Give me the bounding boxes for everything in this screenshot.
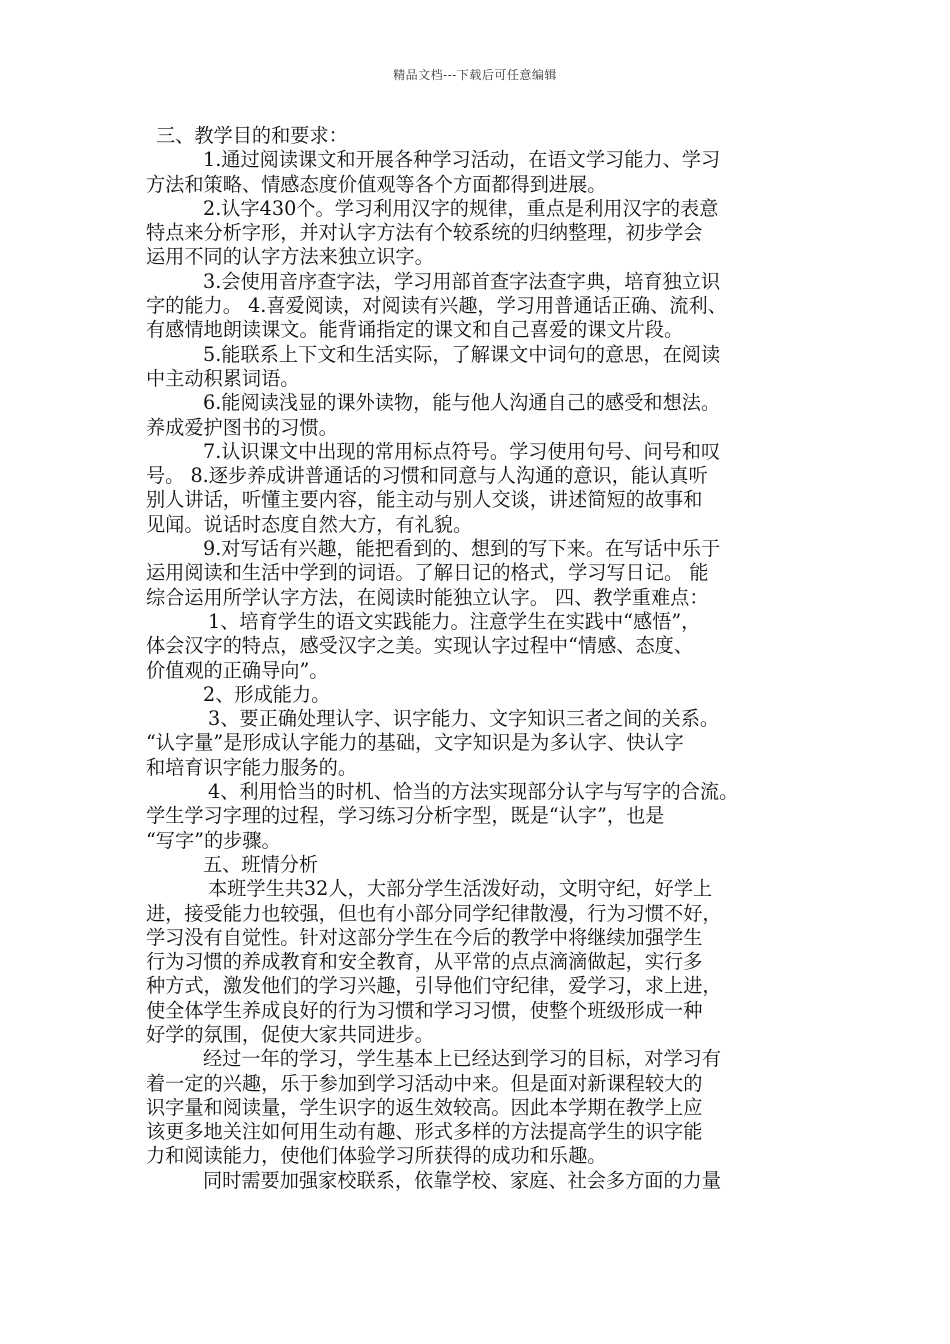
text-line: 三、教学目的和要求： bbox=[156, 124, 348, 147]
text-line: 好学的氛围，促使大家共同进步。 bbox=[146, 1022, 434, 1046]
text-line: 五、班情分析 bbox=[203, 852, 319, 876]
text-line: 9.对写话有兴趣，能把看到的、想到的写下来。在写话中乐于 bbox=[203, 537, 721, 561]
text-line: 特点来分析字形，并对认字方法有个较系统的归纳整理，初步学会 bbox=[146, 221, 703, 245]
text-line: 同时需要加强家校联系，依靠学校、家庭、社会多方面的力量 bbox=[203, 1168, 722, 1192]
text-line: 4、利用恰当的时机、恰当的方法实现部分认字与写字的合流。 bbox=[208, 780, 739, 804]
text-line: 和培育识字能力服务的。 bbox=[146, 755, 358, 779]
text-line: 别人讲话，听懂主要内容，能主动与别人交谈，讲述简短的故事和 bbox=[146, 488, 703, 512]
text-line: 号。 8.逐步养成讲普通话的习惯和同意与人沟通的意识，能认真听 bbox=[146, 464, 708, 488]
text-line: 养成爱护图书的习惯。 bbox=[146, 415, 338, 439]
text-line: 字的能力。 4.喜爱阅读，对阅读有兴趣，学习用普通话正确、流利、 bbox=[146, 294, 727, 318]
text-line: 运用阅读和生活中学到的词语。了解日记的格式，学习写日记。 能 bbox=[146, 561, 709, 585]
text-line: 7.认识课文中出现的常用标点符号。学习使用句号、问号和叹 bbox=[203, 439, 721, 463]
text-line: 5.能联系上下文和生活实际，了解课文中词句的意思，在阅读 bbox=[203, 342, 721, 366]
text-line: 识字量和阅读量，学生识字的返生效较高。因此本学期在教学上应 bbox=[146, 1095, 703, 1119]
text-line: 见闻。说话时态度自然大方，有礼貌。 bbox=[146, 512, 473, 536]
text-line: 力和阅读能力，使他们体验学习所获得的成功和乐趣。 bbox=[146, 1144, 607, 1168]
document-body bbox=[146, 124, 811, 1193]
text-line: 进，接受能力也较强，但也有小部分同学纪律散漫，行为习惯不好， bbox=[146, 901, 722, 925]
text-line: 经过一年的学习，学生基本上已经达到学习的目标，对学习有 bbox=[203, 1047, 722, 1071]
text-line: 3、要正确处理认字、识字能力、文字知识三者之间的关系。 bbox=[208, 707, 720, 731]
text-line: 种方式，激发他们的学习兴趣，引导他们守纪律，爱学习，求上进， bbox=[146, 974, 722, 998]
text-line: 体会汉字的特点，感受汉字之美。实现认字过程中“情感、态度、 bbox=[146, 634, 694, 658]
text-line: 该更多地关注如何用生动有趣、形式多样的方法提高学生的识字能 bbox=[146, 1120, 703, 1144]
text-line: 使全体学生养成良好的行为习惯和学习习惯，使整个班级形成一种 bbox=[146, 998, 703, 1022]
text-line: 有感情地朗读课文。能背诵指定的课文和自己喜爱的课文片段。 bbox=[146, 318, 684, 342]
text-line: 1、培育学生的语文实践能力。注意学生在实践中“感悟”， bbox=[208, 609, 701, 633]
text-line: 运用不同的认字方法来独立识字。 bbox=[146, 245, 434, 269]
text-line: 1.通过阅读课文和开展各种学习活动，在语文学习能力、学习 bbox=[203, 148, 721, 172]
text-line: 2.认字430个。学习利用汉字的规律，重点是利用汉字的表意 bbox=[203, 196, 719, 220]
text-line: 综合运用所学认字方法，在阅读时能独立认字。 四、教学重难点： bbox=[146, 585, 709, 609]
text-line: 学生学习字理的过程，学习练习分析字型，既是“认字”，也是 bbox=[146, 804, 665, 828]
text-line: 价值观的正确导向”。 bbox=[146, 658, 329, 682]
text-line: 6.能阅读浅显的课外读物，能与他人沟通自己的感受和想法。 bbox=[203, 391, 721, 415]
text-line: 着一定的兴趣，乐于参加到学习活动中来。但是面对新课程较大的 bbox=[146, 1071, 703, 1095]
text-line: 学习没有自觉性。针对这部分学生在今后的教学中将继续加强学生 bbox=[146, 925, 703, 949]
text-line: 2、形成能力。 bbox=[203, 682, 331, 706]
text-line: 中主动积累词语。 bbox=[146, 366, 300, 390]
text-line: 本班学生共32人，大部分学生活泼好动，文明守纪，好学上 bbox=[208, 877, 713, 901]
text-line: 3.会使用音序查字法，学习用部首查字法查字典，培育独立识 bbox=[203, 269, 721, 293]
text-line: “写字”的步骤。 bbox=[146, 828, 281, 852]
text-line: “认字量”是形成认字能力的基础，文字知识是为多认字、快认字 bbox=[146, 731, 684, 755]
page-header: 精品文档---下载后可任意编辑 bbox=[393, 68, 557, 82]
text-line: 方法和策略、情感态度价值观等各个方面都得到进展。 bbox=[146, 172, 607, 196]
text-line: 行为习惯的养成教育和安全教育，从平常的点点滴滴做起，实行多 bbox=[146, 950, 703, 974]
